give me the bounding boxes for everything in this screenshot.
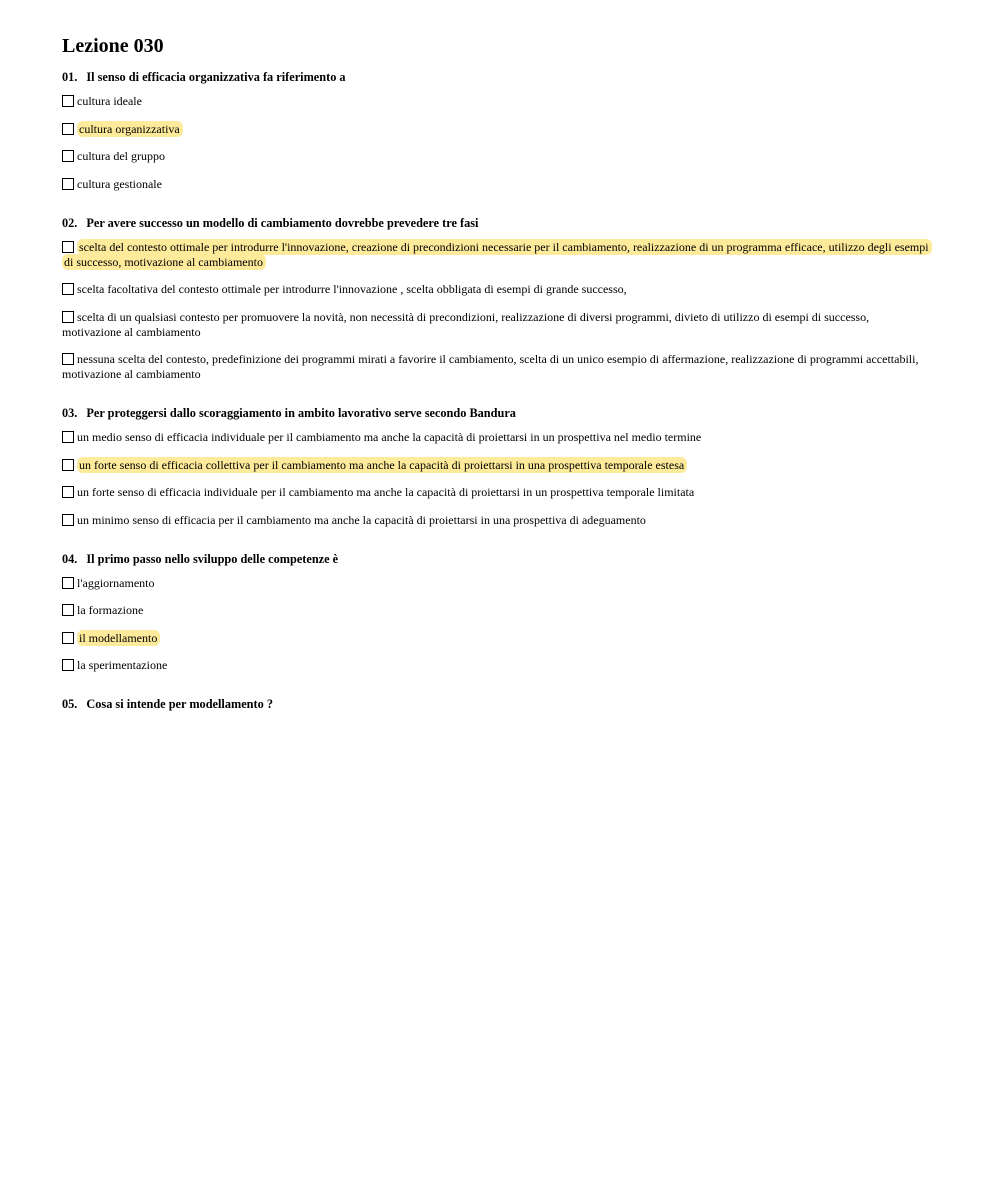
question-list [62, 69, 930, 712]
answer-option[interactable] [62, 603, 930, 618]
answer-checkbox[interactable] [62, 241, 74, 253]
answer-checkbox[interactable] [62, 486, 74, 498]
answer-checkbox[interactable] [62, 123, 74, 135]
question-prompt: Il primo passo nello sviluppo delle competenze è [86, 551, 339, 566]
question-2 [62, 215, 930, 383]
answer-option[interactable] [62, 513, 930, 528]
answer-option[interactable] [62, 310, 930, 340]
question-number: 01. [62, 70, 78, 84]
answer-text: cultura gestionale [77, 176, 162, 191]
answer-text-highlighted: scelta del contesto ottimale per introdurre l'innovazione, creazione di precondizioni necessarie per il cambiamento, realizzazione di un programma efficace, utilizzo degli esempi di successo, motivazione al cambiamento [62, 239, 932, 270]
answer-checkbox[interactable] [62, 353, 74, 365]
answer-text: la sperimentazione [77, 658, 168, 672]
answer-checkbox[interactable] [62, 459, 74, 471]
answer-option[interactable] [62, 177, 930, 192]
question-text [62, 405, 930, 421]
question-text [62, 551, 930, 567]
answer-text: la formazione [77, 603, 144, 617]
answer-option[interactable] [62, 122, 930, 137]
answer-text: nessuna scelta del contesto, predefinizione dei programmi mirati a favorire il cambiamento, scelta di un unico esempio di affermazione, realizzazione di programmi accettabili, motivazione al cambiamento [62, 352, 919, 381]
question-4 [62, 551, 930, 674]
question-number: 04. [62, 551, 78, 566]
answer-option[interactable] [62, 149, 930, 164]
answer-text-highlighted: cultura organizzativa [77, 121, 183, 137]
question-3 [62, 405, 930, 528]
answer-checkbox[interactable] [62, 577, 74, 589]
answer-option[interactable] [62, 352, 930, 382]
question-5 [62, 696, 930, 712]
answer-text: cultura del gruppo [77, 149, 165, 163]
question-prompt: Per proteggersi dallo scoraggiamento in ambito lavorativo serve secondo Bandura [86, 406, 516, 420]
answer-checkbox[interactable] [62, 604, 74, 616]
answer-checkbox[interactable] [62, 150, 74, 162]
answer-option[interactable] [62, 631, 930, 646]
question-prompt: Cosa si intende per modellamento ? [86, 697, 273, 711]
question-text [62, 696, 930, 712]
question-prompt: Il senso di efficacia organizzativa fa riferimento a [86, 70, 346, 84]
answer-text: un medio senso di efficacia individuale per il cambiamento ma anche la capacità di proiettarsi in un prospettiva nel medio termine [77, 430, 702, 444]
answer-option[interactable] [62, 458, 930, 473]
answer-text: un minimo senso di efficacia per il cambiamento ma anche la capacità di proiettarsi in una prospettiva di adeguamento [77, 512, 646, 527]
answer-option[interactable] [62, 576, 930, 591]
answer-checkbox[interactable] [62, 95, 74, 107]
question-text [62, 69, 930, 85]
question-number: 05. [62, 697, 78, 711]
question-1 [62, 69, 930, 192]
answer-text: un forte senso di efficacia individuale per il cambiamento ma anche la capacità di proiettarsi in un prospettiva temporale limitata [77, 485, 695, 499]
answer-checkbox[interactable] [62, 659, 74, 671]
answer-text-highlighted: il modellamento [77, 630, 160, 646]
answer-checkbox[interactable] [62, 632, 74, 644]
answer-checkbox[interactable] [62, 283, 74, 295]
answer-text: scelta facoltativa del contesto ottimale per introdurre l'innovazione , scelta obbligata di esempi di grande successo, [77, 282, 627, 296]
answer-checkbox[interactable] [62, 431, 74, 443]
question-number: 03. [62, 406, 78, 420]
answer-text-highlighted: un forte senso di efficacia collettiva per il cambiamento ma anche la capacità di proiettarsi in una prospettiva temporale estesa [77, 457, 687, 473]
answer-option[interactable] [62, 94, 930, 109]
answer-option[interactable] [62, 430, 930, 445]
answer-checkbox[interactable] [62, 514, 74, 526]
lesson-title: Lezione 030 [62, 35, 164, 57]
answer-text: scelta di un qualsiasi contesto per promuovere la novità, non necessità di precondizioni, realizzazione di diversi programmi, divieto di utilizzo di esempi di successo, motivazione al cambiamento [62, 309, 870, 339]
answer-checkbox[interactable] [62, 178, 74, 190]
answer-option[interactable] [62, 658, 930, 673]
question-prompt: Per avere successo un modello di cambiamento dovrebbe prevedere tre fasi [86, 215, 479, 230]
answer-text: cultura ideale [77, 94, 142, 108]
question-text [62, 215, 930, 231]
answer-option[interactable] [62, 485, 930, 500]
answer-option[interactable] [62, 240, 930, 270]
question-number: 02. [62, 215, 78, 230]
answer-option[interactable] [62, 282, 930, 297]
answer-checkbox[interactable] [62, 311, 74, 323]
answer-text: l'aggiornamento [77, 575, 155, 590]
